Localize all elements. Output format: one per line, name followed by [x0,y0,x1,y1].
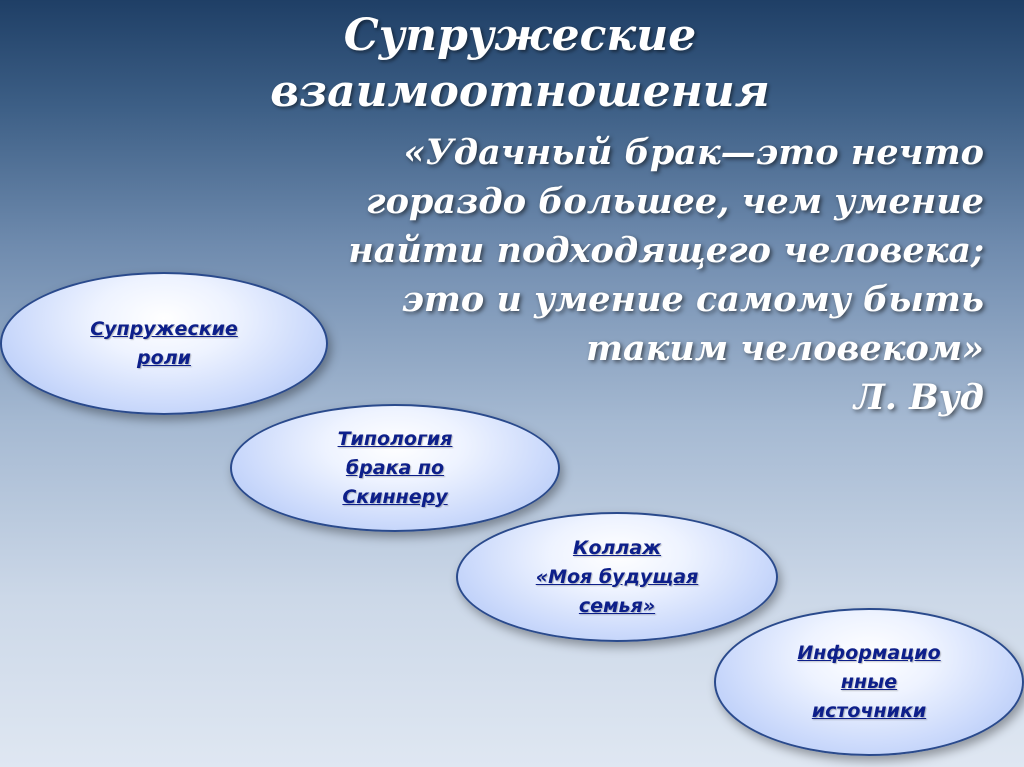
link-info-sources[interactable] [714,608,1024,756]
link-marriage-typology-label[interactable] [338,425,453,512]
link-spousal-roles-line-1: Супружеские [90,317,238,340]
quote-line-1: «Удачный брак—это нечто [403,132,984,173]
link-info-sources-line-2: нные [840,670,898,693]
quote-line-3: найти подходящего человека; [348,230,984,271]
link-marriage-typology-line-2: брака по [345,456,445,479]
link-collage-line-3: семья» [578,594,656,617]
link-collage-line-1: Коллаж [572,536,662,559]
link-info-sources-line-3: источники [811,699,927,722]
link-spousal-roles[interactable] [0,272,328,415]
link-spousal-roles-line-2: роли [137,346,191,369]
link-marriage-typology-line-1: Типология [337,427,453,450]
quote-line-4: это и умение самому быть [401,279,984,320]
slide-title-line-2: взаимоотношения [270,66,770,117]
link-spousal-roles-label[interactable] [90,315,238,373]
link-collage-label[interactable] [536,534,699,621]
link-marriage-typology[interactable] [230,404,560,532]
link-marriage-typology-line-3: Скиннеру [342,485,448,508]
quote-line-2: гораздо большее, чем умение [365,181,984,222]
quote-author: Л. Вуд [853,377,984,418]
link-info-sources-line-1: Информацио [797,641,941,664]
link-collage[interactable] [456,512,778,642]
slide-title [200,8,840,120]
quote-line-5: таким человеком» [586,328,984,369]
link-collage-line-2: «Моя будущая [535,565,699,588]
link-info-sources-label[interactable] [797,639,940,726]
quote-block [284,128,984,422]
slide-title-line-1: Супружеские [343,10,697,61]
